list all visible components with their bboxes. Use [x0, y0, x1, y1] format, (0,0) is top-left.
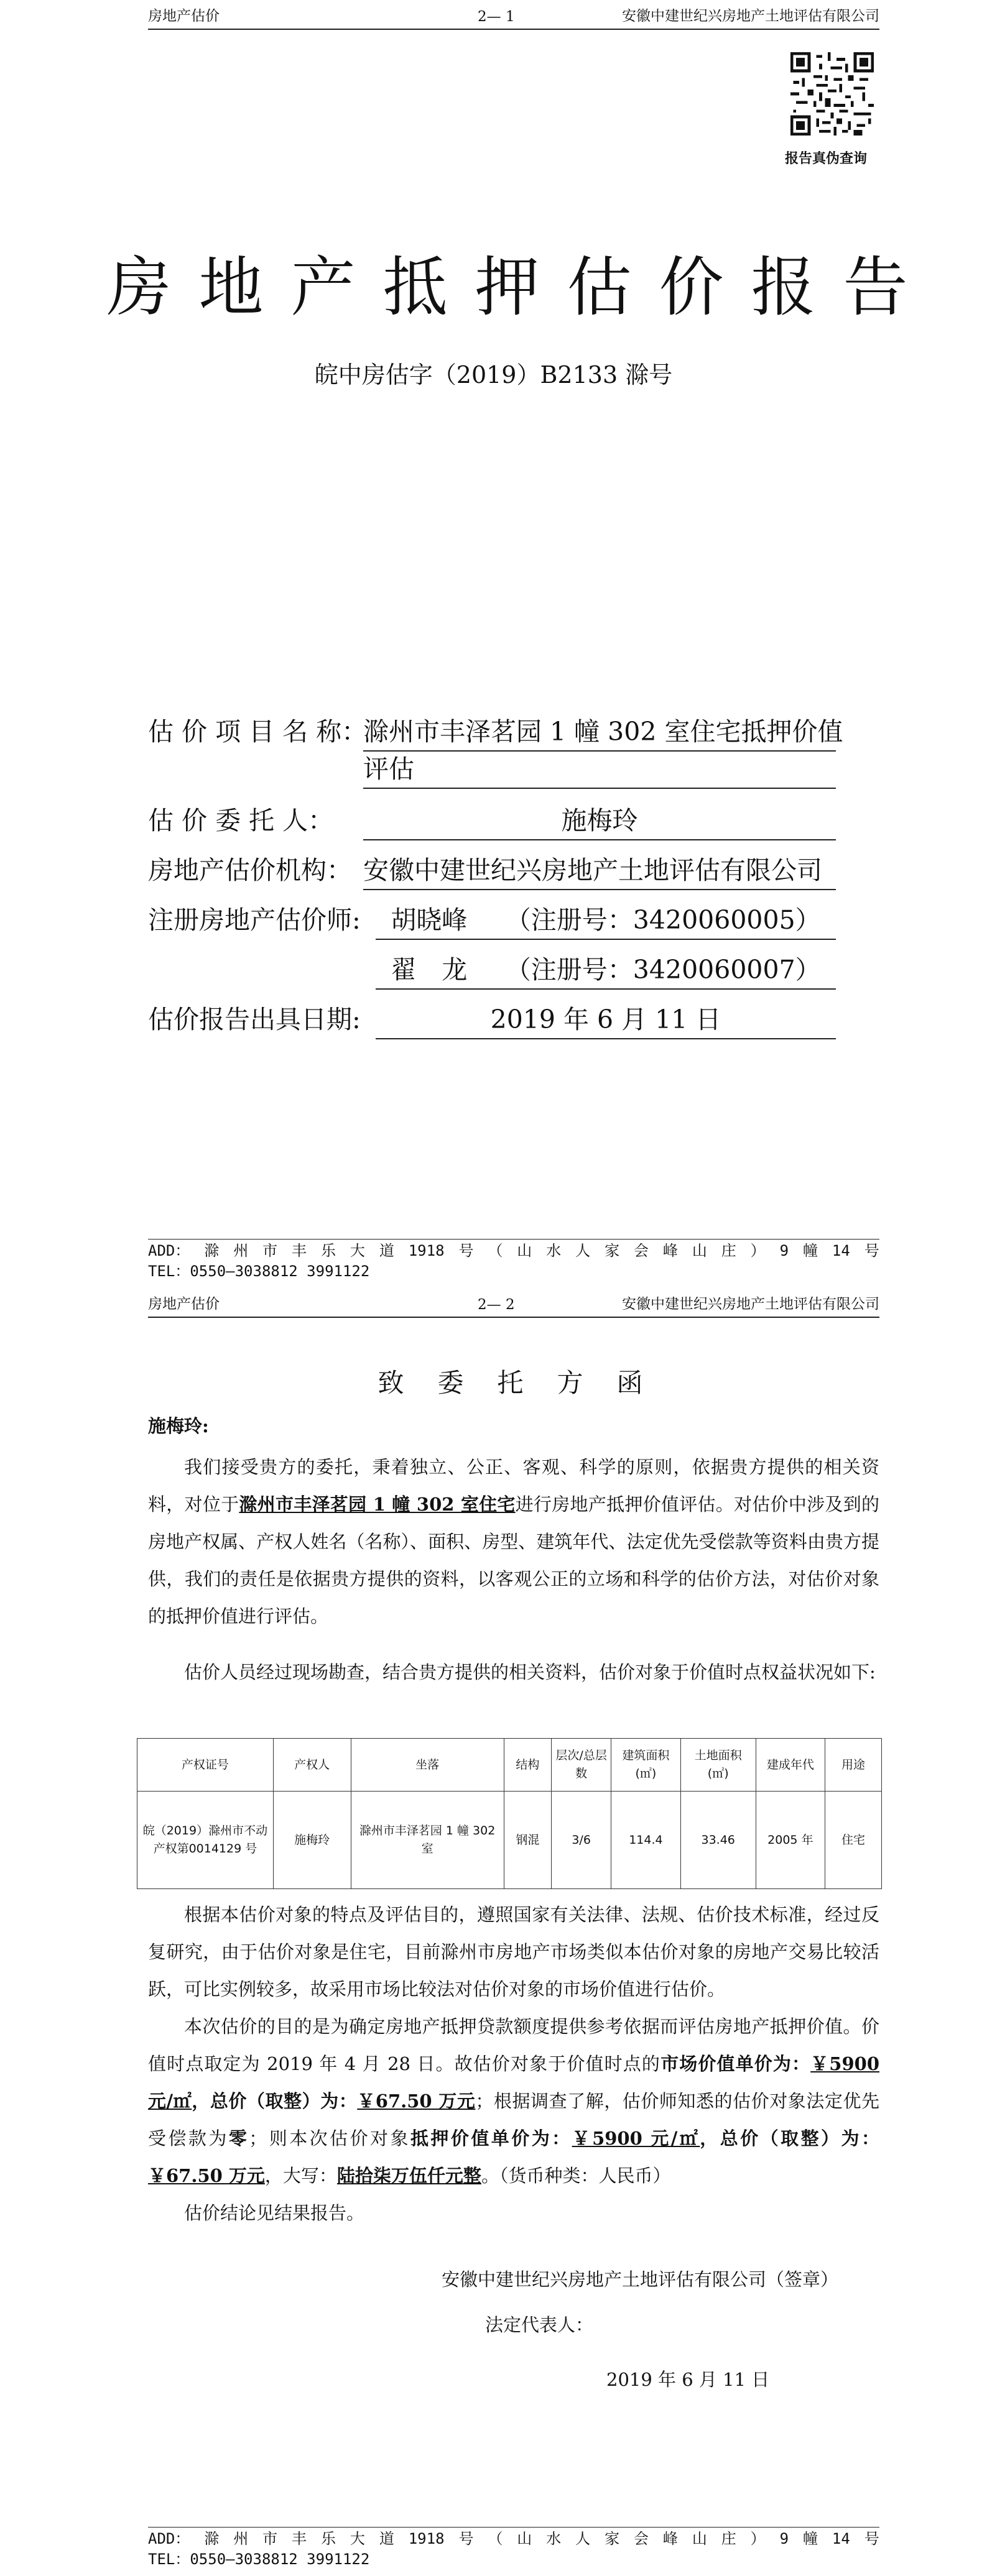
letter-paragraph-5: 估价结论见结果报告。	[184, 2202, 365, 2224]
footer-tel: TEL：0550—3038812 3991122	[148, 1263, 370, 1280]
col-floor: 层次/总层数	[552, 1739, 611, 1792]
header-left: 房地产估价	[148, 8, 220, 24]
report-date-label: 估价报告出具日期:	[148, 1005, 361, 1034]
signature-date: 2019 年 6 月 11 日	[606, 2369, 770, 2390]
cell-building-area: 114.4	[611, 1792, 680, 1889]
running-header	[148, 4, 879, 30]
header-right: 安徽中建世纪兴房地产土地评估有限公司	[622, 8, 879, 24]
table-row	[137, 1792, 882, 1889]
cell-location: 滁州市丰泽茗园 1 幢 302 室	[351, 1792, 504, 1889]
market-unit-price: ￥5900 元/㎡	[148, 2053, 880, 2112]
project-name-label: 估 价 项 目 名 称：	[148, 717, 368, 747]
letter-paragraph-3: 根据本估价对象的特点及评估目的，遵照国家有关法律、法规、估价技术标准，经过反复研究，由于估价对象是住宅，目前滁州市房地产市场类似本估价对象的房地产交易比较活跃，可比实例较多，故采用市场比较法对估价对象的市场价值进行估价。	[148, 1904, 879, 2000]
header-page-number-2: 2— 2	[478, 1297, 515, 1313]
report-title: 房地产抵押估价报告	[106, 249, 935, 325]
property-rights-table	[137, 1738, 882, 1889]
page-2-footer	[148, 2527, 879, 2570]
header-page-number: 2— 1	[478, 9, 515, 25]
client-label: 估 价 委 托 人：	[148, 806, 334, 835]
cell-built-year: 2005 年	[756, 1792, 825, 1889]
signature-company: 安徽中建世纪兴房地产土地评估有限公司（签章）	[442, 2269, 839, 2290]
qr-caption: 报告真伪查询	[785, 150, 868, 167]
market-total-price: ￥67.50 万元	[357, 2091, 476, 2112]
priority-claim: 零	[228, 2128, 249, 2149]
cell-usage: 住宅	[825, 1792, 882, 1889]
report-reference-number: 皖中房估字（2019）B2133 滁号	[314, 361, 673, 389]
mortgage-total-price: ￥67.50 万元	[148, 2165, 265, 2186]
cell-structure: 钢混	[504, 1792, 551, 1889]
agency-label: 房地产估价机构：	[148, 855, 352, 885]
letter-salutation: 施梅玲:	[148, 1415, 209, 1437]
project-name-value-line2: 评估	[363, 750, 836, 789]
cell-cert-no: 皖（2019）滁州市不动产权第0014129 号	[137, 1792, 274, 1889]
table-header-row	[137, 1739, 882, 1792]
header-right-2: 安徽中建世纪兴房地产土地评估有限公司	[622, 1296, 879, 1312]
col-cert-no: 产权证号	[137, 1739, 274, 1792]
col-location: 坐落	[351, 1739, 504, 1792]
header-left-2: 房地产估价	[148, 1296, 220, 1312]
col-owner: 产权人	[273, 1739, 351, 1792]
mortgage-unit-price: ￥5900 元/㎡	[572, 2128, 700, 2149]
client-value: 施梅玲	[363, 802, 836, 840]
footer-tel-2: TEL：0550—3038812 3991122	[148, 2551, 370, 2568]
footer-address-2: ADD： 滁 州 市 丰 乐 大 道 1918 号 （ 山 水 人 家 会 峰 山 庄 ） 9 幢 14 号	[148, 2530, 879, 2547]
running-header-2	[148, 1292, 879, 1318]
project-name-value-line1: 滁州市丰泽茗园 1 幢 302 室住宅抵押价值	[363, 713, 836, 752]
cell-floor: 3/6	[552, 1792, 611, 1889]
appraiser-2: 翟 龙 （注册号：3420060007）	[376, 951, 836, 990]
page-1-footer	[148, 1239, 879, 1282]
cell-land-area: 33.46	[680, 1792, 756, 1889]
letter-paragraph-1: 我们接受贵方的委托，秉着独立、公正、客观、科学的原则，依据贵方提供的相关资料，对位于滁州市丰泽茗园 1 幢 302 室住宅进行房地产抵押价值评估。对估价中涉及到的房地产权属、产权人姓名（名称）、面积、房型、建筑年代、法定优先受偿款等资料由贵方提供，我们的责任是依据贵方提供的资料，以客观公正的立场和科学的估价方法，对估价对象的抵押价值进行评估。	[148, 1456, 879, 1627]
amount-in-words: 陆拾柒万伍仟元整	[336, 2165, 481, 2186]
appraiser-1: 胡晓峰 （注册号：3420060005）	[376, 901, 836, 940]
letter-paragraph-4: 本次估价的目的是为确定房地产抵押贷款额度提供参考依据而评估房地产抵押价值。价值时点取定为 2019 年 4 月 28 日。故估价对象于价值时点的市场价值单价为：￥5900 元/㎡，总价（取整）为：￥67.50 万元；根据调查了解，估价师知悉的估价对象法定优先受偿款为零；则本次估价对象抵押价值单价为：￥5900 元/㎡，总价（取整）为：￥67.50 万元，大写：陆拾柒万伍仟元整。（货币种类：人民币）	[148, 2016, 880, 2186]
qr-code-icon[interactable]	[790, 52, 874, 136]
report-date-value: 2019 年 6 月 11 日	[376, 1001, 836, 1039]
col-structure: 结构	[504, 1739, 551, 1792]
col-land-area: 土地面积(㎡)	[680, 1739, 756, 1792]
cell-owner: 施梅玲	[273, 1792, 351, 1889]
signature-representative: 法定代表人：	[485, 2314, 594, 2335]
footer-address: ADD： 滁 州 市 丰 乐 大 道 1918 号 （ 山 水 人 家 会 峰 山 庄 ） 9 幢 14 号	[148, 1242, 879, 1259]
col-built-year: 建成年代	[756, 1739, 825, 1792]
property-address: 滁州市丰泽茗园 1 幢 302 室住宅	[239, 1494, 516, 1515]
agency-value: 安徽中建世纪兴房地产土地评估有限公司	[363, 852, 836, 890]
col-usage: 用途	[825, 1739, 882, 1792]
letter-title: 致委托方函	[378, 1368, 677, 1398]
letter-paragraph-2: 估价人员经过现场勘查，结合贵方提供的相关资料，估价对象于价值时点权益状况如下:	[184, 1662, 876, 1683]
appraiser-label: 注册房地产估价师:	[148, 905, 361, 935]
col-building-area: 建筑面积(㎡)	[611, 1739, 680, 1792]
